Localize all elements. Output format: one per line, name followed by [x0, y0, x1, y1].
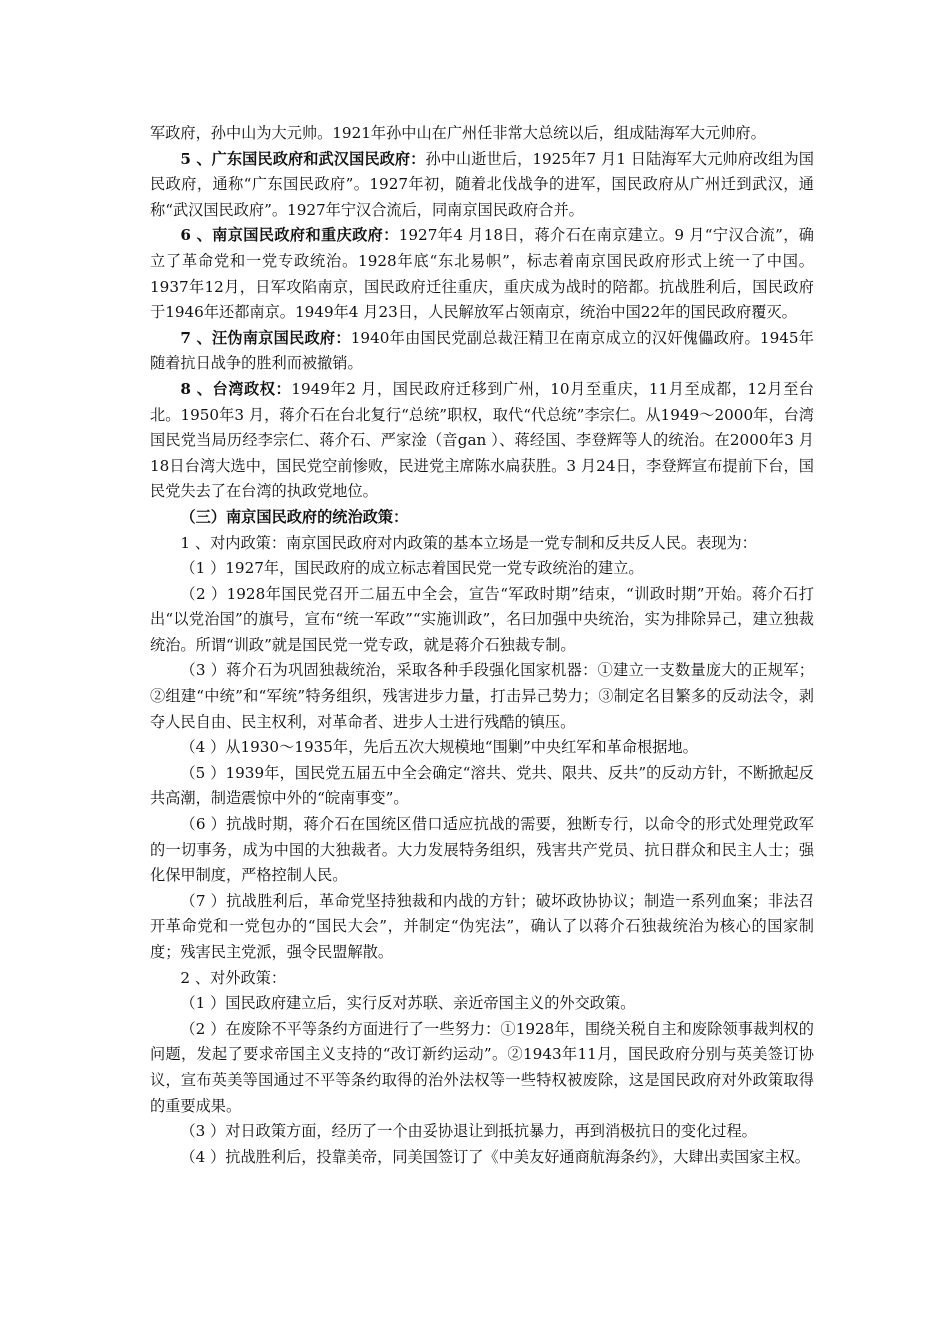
paragraph: [150, 735, 814, 761]
paragraph-heading: 8 、台湾政权：: [180, 379, 292, 398]
paragraph: [150, 147, 814, 224]
document-body: [150, 121, 814, 1170]
paragraph-text: 军政府，孙中山为大元帅。1921年孙中山在广州任非常大总统以后，组成陆海军大元帅府。: [150, 124, 766, 142]
paragraph-text: 孙中山逝世后，1925年7 月1 日陆海军大元帅府改组为国民政府，通称“广东国民政府”。1927年初，随着北伐战争的进军，国民政府从广州迁到武汉，通称“武汉国民政府”。1927年宁汉合流后，同南京国民政府合并。: [150, 149, 814, 219]
paragraph-text: 1949年2 月，国民政府迁移到广州，10月至重庆，11月至成都，12月至台北。1950年3 月，蒋介石在台北复行“总统”职权，取代“代总统”李宗仁。从1949～2000年，台湾国民党当局历经李宗仁、蒋介石、严家淦（音gan ）、蒋经国、李登辉等人的统治。在2000年3 月18日台湾大选中，国民党空前惨败，民进党主席陈水扁获胜。3 月24日，李登辉宣布提前下台，国民党失去了在台湾的执政党地位。: [150, 379, 814, 501]
section-heading: [150, 505, 814, 531]
paragraph-text: 2 、对外政策：: [180, 968, 287, 987]
paragraph-heading: 5 、广东国民政府和武汉国民政府：: [180, 149, 426, 168]
paragraph: [150, 1119, 814, 1145]
paragraph-text: （4 ）从1930～1935年，先后五次大规模地“围剿”中央红军和革命根据地。: [180, 738, 698, 757]
paragraph-heading: 6 、南京国民政府和重庆政府：: [180, 226, 399, 245]
paragraph: [150, 326, 814, 377]
paragraph: [150, 556, 814, 582]
paragraph: [150, 1145, 814, 1171]
paragraph-text: 1927年4 月18日，蒋介石在南京建立。9 月“宁汉合流”，确立了革命党和一党专政统治。1928年底“东北易帜”，标志着南京国民政府形式上统一了中国。1937年12月，日军攻陷南京，国民政府迁往重庆，重庆成为战时的陪都。抗战胜利后，国民政府于1946年还都南京。1949年4 月23日，人民解放军占领南京，统治中国22年的国民政府覆灭。: [150, 226, 814, 322]
paragraph: [150, 991, 814, 1017]
paragraph-text: （2 ）在废除不平等条约方面进行了一些努力：①1928年，围绕关税自主和废除领事裁判权的问题，发起了要求帝国主义支持的“改订新约运动”。②1943年11月，国民政府分别与英美签订协议，宣布英美等国通过不平等条约取得的治外法权等一些特权被废除，这是国民政府对外政策取得的重要成果。: [150, 1019, 814, 1115]
paragraph: [150, 761, 814, 812]
paragraph-text: （1 ）1927年，国民政府的成立标志着国民党一党专政统治的建立。: [180, 559, 644, 578]
paragraph: [150, 658, 814, 735]
paragraph-text: （6 ）抗战时期，蒋介石在国统区借口适应抗战的需要，独断专行，以命令的形式处理党政军的一切事务，成为中国的大独裁者。大力发展特务组织，残害共产党员、抗日群众和民主人士；强化保甲制度，严格控制人民。: [150, 815, 814, 885]
paragraph-text: （7 ）抗战胜利后，革命党坚持独裁和内战的方针；破坏政协协议；制造一系列血案；非法召开革命党和一党包办的“国民大会”，并制定“伪宪法”，确认了以蒋介石独裁统治为核心的国家制度；残害民主党派，强令民盟解散。: [150, 891, 814, 961]
paragraph: [150, 1017, 814, 1119]
paragraph-text: （4 ）抗战胜利后，投靠美帝，同美国签订了《中美友好通商航海条约》，大肆出卖国家主权。: [180, 1147, 810, 1166]
paragraph: [150, 582, 814, 659]
paragraph: [150, 889, 814, 966]
paragraph: [150, 377, 814, 505]
paragraph-text: 1 、对内政策：南京国民政府对内政策的基本立场是一党专制和反共反人民。表现为：: [180, 533, 757, 552]
paragraph: [150, 812, 814, 889]
paragraph-text: 1940年由国民党副总裁汪精卫在南京成立的汉奸傀儡政府。1945年随着抗日战争的胜利而被撤销。: [150, 328, 814, 373]
paragraph: [150, 966, 814, 992]
paragraph: [150, 531, 814, 557]
paragraph: [150, 223, 814, 325]
paragraph-text: （3 ）对日政策方面，经历了一个由妥协退让到抵抗暴力，再到消极抗日的变化过程。: [180, 1122, 757, 1141]
paragraph-text: （2 ）1928年国民党召开二届五中全会，宣告“军政时期”结束，“训政时期”开始。蒋介石打出“以党治国”的旗号，宣布“统一军政”“实施训政”，名曰加强中央统治，实为排除异己，建立独裁统治。所谓“训政”就是国民党一党专政，就是蒋介石独裁专制。: [150, 584, 814, 654]
paragraph: [150, 121, 814, 147]
paragraph-text: （5 ）1939年，国民党五届五中全会确定“溶共、党共、限共、反共”的反动方针，不断掀起反共高潮，制造震惊中外的“皖南事变”。: [150, 763, 814, 808]
section-heading-text: （三）南京国民政府的统治政策：: [180, 507, 409, 526]
paragraph-heading: 7 、汪伪南京国民政府：: [180, 328, 351, 347]
paragraph-text: （3 ）蒋介石为巩固独裁统治，采取各种手段强化国家机器：①建立一支数量庞大的正规军；②组建“中统”和“军统”特务组织，残害进步力量，打击异己势力；③制定名目繁多的反动法令，剥夺人民自由、民主权利，对革命者、进步人士进行残酷的镇压。: [150, 661, 814, 731]
paragraph-text: （1 ）国民政府建立后，实行反对苏联、亲近帝国主义的外交政策。: [180, 994, 636, 1013]
